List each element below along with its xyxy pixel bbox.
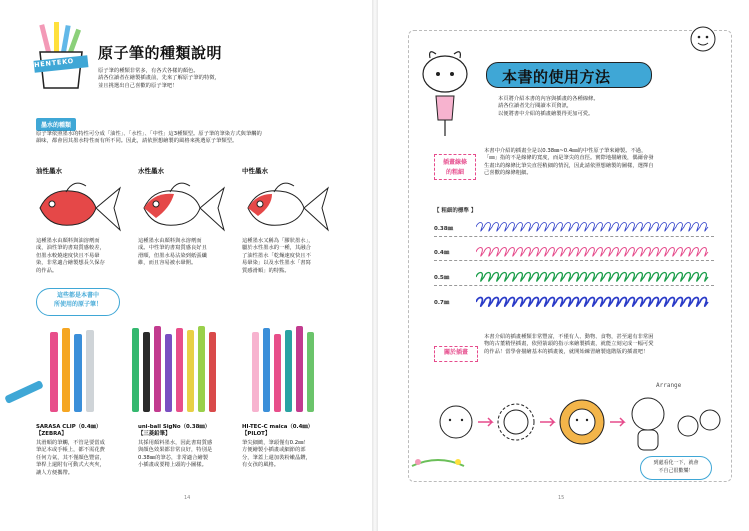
pen-cup-logo-icon [30,22,92,90]
desc-line: 其採用顏料墨水，因此書寫質感 [138,440,213,446]
page-number: 14 [184,495,191,501]
desc-line: 易暈染」以及水性墨水「書寫 [242,260,311,267]
bubble-line: 不自己很歡樂！ [658,467,694,474]
ink-type-desc [138,238,233,268]
desc-line: 質感滑順」的特點。 [242,267,290,274]
desc-line: 這種墨水又稱為「膠狀墨水」， [242,238,314,244]
intro-line: 原子筆的種類非常多，有各式各樣的顏色。 [98,68,199,74]
page-number: 15 [558,495,565,501]
page-title: 本書的使用方法 [502,68,611,86]
section-line: 韻味，都會因其墨水特性而有所不同。因此，請依照想繪製的風格來挑選原子筆類型。 [36,138,238,145]
text-line: 本書介紹的插畫種類非常豐富，不僅有人、動物、食物，甚至還有非常困 [484,334,654,340]
ink-type-desc [242,238,337,275]
intro-line: 以便將書中介紹的插畫繪製得更加可愛。 [498,110,594,117]
ink-type-title: 水性墨水 [138,167,164,175]
pen-desc [242,440,342,470]
pen-desc [138,440,238,470]
pen-model: SARASA CLIP（0.4㎜） [36,424,102,430]
pen-brand: 【ZEBRA】 [36,431,67,437]
intro-line: 本頁將介紹本書的內容與插畫的各種線條。 [498,96,599,102]
desc-line: 但墨水較燒速度快且不易暈 [36,252,100,259]
pen-brand: 【PILOT】 [242,431,271,437]
section-badge: 墨水的種類 [36,118,76,131]
intro-text [498,96,599,118]
bubble-line: 到處看化一下，就會 [653,460,699,466]
tip-bubble [640,456,712,480]
lion-step-1-icon [440,406,472,438]
thickness-wave-line [476,273,708,282]
text-line: 「㎜」指的不是線條的寬度，而是筆尖的直徑。實際地描繪後，偶爾會發 [484,155,654,162]
thickness-wave-line [476,223,708,232]
pens-illustration [0,318,372,418]
lion-step-4-icon [632,398,664,450]
ink-type-title: 油性墨水 [36,167,62,175]
page-title: 原子筆的種類說明 [98,44,223,62]
tag-line: 插畫線條 [442,159,467,166]
thickness-label: 0.5㎜ [434,275,450,281]
thickness-waves [476,218,712,314]
text-line: 生畫出的線條比筆尖直徑稍細的情況，因此請依照想繪製的圖樣，選擇自 [484,162,654,169]
bubble-line: 這些都是本書中 [56,292,99,299]
thickness-wave-line [476,298,708,307]
desc-line: 維，而且容易被水暈開。 [138,260,197,267]
goldfish-gel-icon [238,178,333,236]
right-page [378,0,749,531]
tag-line-thickness [434,154,476,180]
sun-icon [684,20,722,58]
goldfish-oil-icon [30,178,125,236]
desc-line: 與顏色效果都非常良好，特別是 [138,447,213,454]
thickness-wave-line [476,248,708,257]
desc-line: 0.38㎜的筆芯，非常適合繪製 [138,454,209,461]
desc-line: 分，筆蓋上還加裝粉嫩晶鑽， [242,454,311,461]
text-line: 己喜歡的線條粗細。 [484,170,532,177]
text-line: 的作品！當學會描繪基本的插畫後，就開始練習繪製進階版的插畫吧！ [484,348,649,355]
bubble-line: 所使用的原子筆！ [53,300,102,308]
text-line: 物的古董精怪插畫，依照箭頭的指示來繪製插畫，就能立刻完成一幅可愛 [484,341,654,348]
desc-line: 成，油性筆的書寫質感較差， [36,245,105,252]
desc-line: 有女孩的風格。 [242,462,280,469]
desc-line: 筆記本或手帳上，都不需花費 [36,447,105,454]
thickness-samples [434,218,714,318]
pen-model: HI-TEC-C maica（0.4㎜） [242,424,314,430]
intro-line: 請各位讀者先行閱讀本頁資訊， [498,103,573,110]
pen-model: uni-ball SigNo（0.38㎜） [138,424,211,430]
about-text [484,334,716,356]
pen-desc [36,440,131,477]
desc-line: 任何力氣，其不僅顏色豐富， [36,454,105,461]
desc-line: 屬於水性墨水的一種，其融合 [242,245,311,252]
desc-line: 成。中性筆的書寫質感良好且 [138,245,207,252]
standard-label: 【 粗細的標準 】 [434,208,477,214]
cat-friends-icon [678,410,720,436]
desc-line: 筆尖細緻，筆頭僅有0.2㎜！ [242,440,309,446]
thickness-text [484,148,714,178]
logo-text: HENTEKO [33,56,75,70]
intro-line: 請各位讀者在繪製插畫前，先來了解原子筆的特徵， [98,75,220,82]
left-page [0,0,372,531]
desc-line: 滑順，但墨水易沾染到紙張纖 [138,252,207,259]
text-line: 本書中介紹的插畫全是以0.38㎜~0.4㎜的中性原子筆來繪製。不過， [484,148,647,154]
desc-line: 這種墨水由顏料與水溶劑而 [138,238,202,244]
ink-type-desc [36,238,131,275]
lion-step-3-icon [560,400,604,444]
lion-steps-illustration [434,388,724,458]
desc-line: 染，非常適合繪製想長久保存 [36,260,105,267]
desc-line: 小插畫或要精上頭的小圖樣。 [138,462,207,469]
desc-line: 方便繪製小插畫或細節的部 [242,447,306,454]
pen-name [242,424,313,438]
desc-line: 這種墨水由顏料與油溶劑而 [36,238,100,244]
intro-line: 並且挑選出自己喜歡的原子筆吧！ [98,82,178,89]
mascot-icon [418,48,472,138]
desc-line: 讓人方便攜帶。 [36,469,74,476]
lion-step-2-icon [498,404,534,440]
desc-line: 其滑順的筆觸，不管是要當成 [36,440,105,446]
pens-bubble [36,288,120,316]
desc-line: 筆桿上還附有可動式大夾夾， [36,462,105,469]
ink-type-title: 中性墨水 [242,167,268,175]
ribbon-icon [408,450,468,480]
thickness-label: 0.4㎜ [434,250,450,256]
thickness-label: 0.38㎜ [434,226,454,232]
thickness-label: 0.7㎜ [434,300,450,306]
pen-name [138,424,210,438]
arrange-label: Arrange [656,382,682,389]
pen-name [36,424,101,438]
pen-brand: 【三菱鉛筆】 [138,431,171,437]
section-line: 原子筆依照墨水的特性可分成「油性」、「水性」、「中性」這3種類型。原子筆的筆染方式與筆觸的 [36,131,262,137]
tag-about: 關於插畫 [434,346,478,362]
desc-line: 的作品。 [36,267,58,274]
pen-icon [4,380,44,404]
tag-line: 的粗細 [445,169,464,176]
intro-text [98,68,220,90]
section-text [36,131,356,146]
desc-line: 了油性墨水「乾燥速度快且不 [242,252,311,259]
goldfish-water-icon [134,178,229,236]
